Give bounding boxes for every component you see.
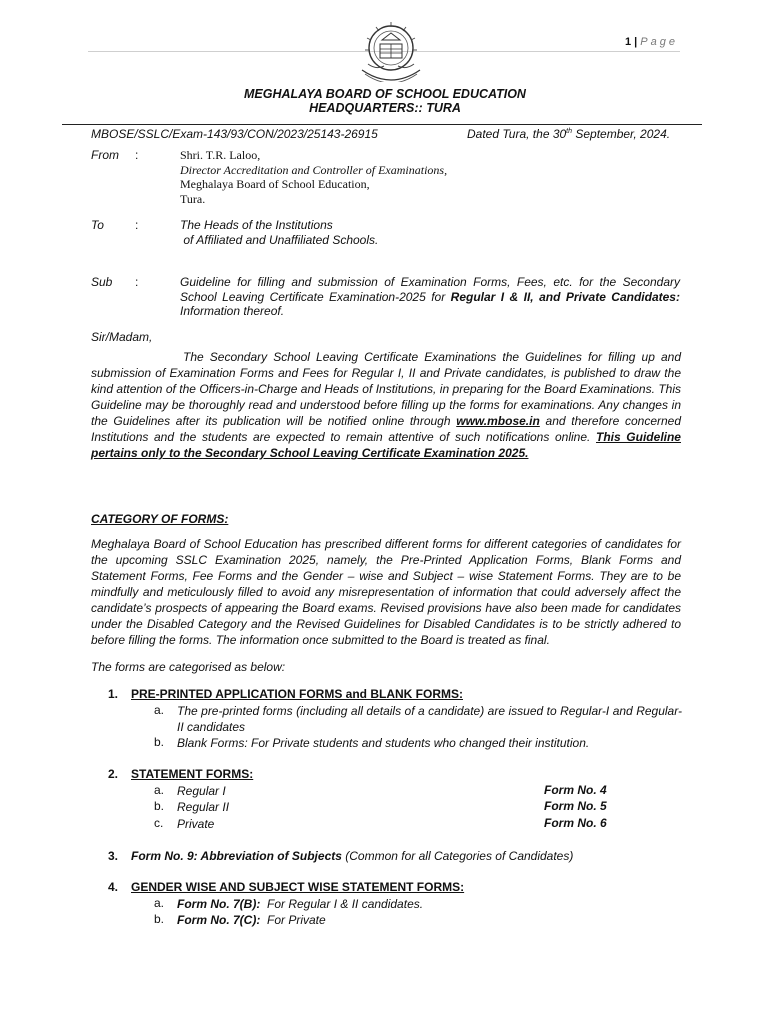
sub-letter: b. — [154, 799, 165, 813]
date-line: Dated Tura, the 30th September, 2024. — [467, 127, 671, 141]
board-emblem-icon — [356, 20, 426, 82]
item-number: 4. — [108, 880, 119, 894]
item-text: Form No. 9: Abbreviation of Subjects (Common for all Categories of Candidates) — [131, 849, 574, 863]
item-number: 3. — [108, 849, 119, 863]
from-line: Meghalaya Board of School Education, — [180, 177, 370, 191]
sub-text: The pre-printed forms (including all details of a candidate) are issued to Regular-I and Regular-II candidates — [177, 704, 682, 734]
salutation: Sir/Madam, — [91, 330, 153, 344]
sub-text: Form No. 7(C): For Private — [177, 913, 326, 927]
from-line: Shri. T.R. Laloo, — [180, 148, 261, 162]
sub-letter: a. — [154, 783, 165, 797]
from-label: From — [91, 148, 119, 162]
to-line: of Affiliated and Unaffiliated Schools. — [180, 233, 379, 247]
page-number: 1 | Page — [624, 36, 678, 48]
from-line: Tura. — [180, 191, 206, 206]
subject-text: Guideline for filling and submission of Examination Forms, Fees, etc. for the Secondary School Leaving Certificate Examination-2025 for Regular I & II, and Private Candidates: Information thereof. — [180, 275, 680, 318]
item-title: GENDER WISE AND SUBJECT WISE STATEMENT FORMS: — [131, 880, 465, 894]
item-title: PRE-PRINTED APPLICATION FORMS and BLANK FORMS: — [131, 687, 463, 701]
subject-label: Sub — [91, 275, 113, 289]
sub-text: Form No. 7(B): For Regular I & II candidates. — [177, 897, 424, 911]
website-link[interactable]: www.mbose.in — [456, 414, 540, 428]
board-subtitle: HEADQUARTERS:: TURA — [309, 101, 461, 115]
category-heading: CATEGORY OF FORMS: — [91, 512, 229, 526]
item-number: 1. — [108, 687, 119, 701]
sub-text: Blank Forms: For Private students and students who changed their institution. — [177, 736, 590, 750]
from-address — [180, 148, 680, 206]
forms-intro: The forms are categorised as below: — [91, 660, 286, 674]
intro-paragraph: The Secondary School Leaving Certificate Examinations the Guidelines for filling up and submission of Examination Forms and Fees for Regular I, II and Private candidates, is published to draw the kind attention of the Officers-in-Charge and Heads of Institutions, in preparing for the Board Examinations. This Guideline may be thoroughly read and understood before filling up the forms for examinations. Any changes in the Guidelines after its publication will be notified online through www.mbose.in and therefore concerned Institutions and the students are expected to remain attentive of such notifications online. This Guideline pertains only to the Secondary School Leaving Certificate Examination 2025. — [91, 350, 682, 460]
board-title: MEGHALAYA BOARD OF SCHOOL EDUCATION — [244, 87, 526, 101]
form-number: Form No. 4 — [544, 783, 607, 797]
sub-letter: b. — [154, 735, 165, 749]
reference-number: MBOSE/SSLC/Exam-143/93/CON/2023/25143-26915 — [91, 127, 378, 141]
form-number: Form No. 6 — [544, 816, 607, 830]
sub-letter: a. — [154, 703, 165, 717]
to-address — [180, 218, 680, 248]
sub-text: Regular I — [177, 784, 226, 798]
category-paragraph: Meghalaya Board of School Education has prescribed different forms for different categories of candidates for the upcoming SSLC Examination 2025, namely, the Pre-Printed Application Forms, Blank Forms and Statement Forms, Fee Forms and the Gender – wise and Subject – wise Statement Forms. They are to be mindfully and meticulously filled to avoid any misrepresentation of information that could adversely affect the candidate’s prospects of appearing the Board exams. Revised provisions have also been made for candidates under the Disabled Category and the Revised Guidelines for Disabled Candidates is to be strictly adhered to before filling the forms. The information once submitted to the Board is treated as final. — [91, 537, 681, 647]
sub-letter: b. — [154, 912, 165, 926]
to-colon: : — [135, 218, 139, 232]
title-divider — [62, 124, 702, 125]
item-number: 2. — [108, 767, 119, 781]
from-colon: : — [135, 148, 139, 162]
sub-letter: c. — [154, 816, 164, 830]
to-line: The Heads of the Institutions — [180, 218, 333, 232]
sub-letter: a. — [154, 896, 165, 910]
from-line: Director Accreditation and Controller of Examinations, — [180, 162, 448, 177]
form-number: Form No. 5 — [544, 799, 607, 813]
sub-text: Private — [177, 817, 215, 831]
subject-colon: : — [135, 275, 139, 289]
item-title: STATEMENT FORMS: — [131, 767, 254, 781]
to-label: To — [91, 218, 104, 232]
sub-text: Regular II — [177, 800, 230, 814]
